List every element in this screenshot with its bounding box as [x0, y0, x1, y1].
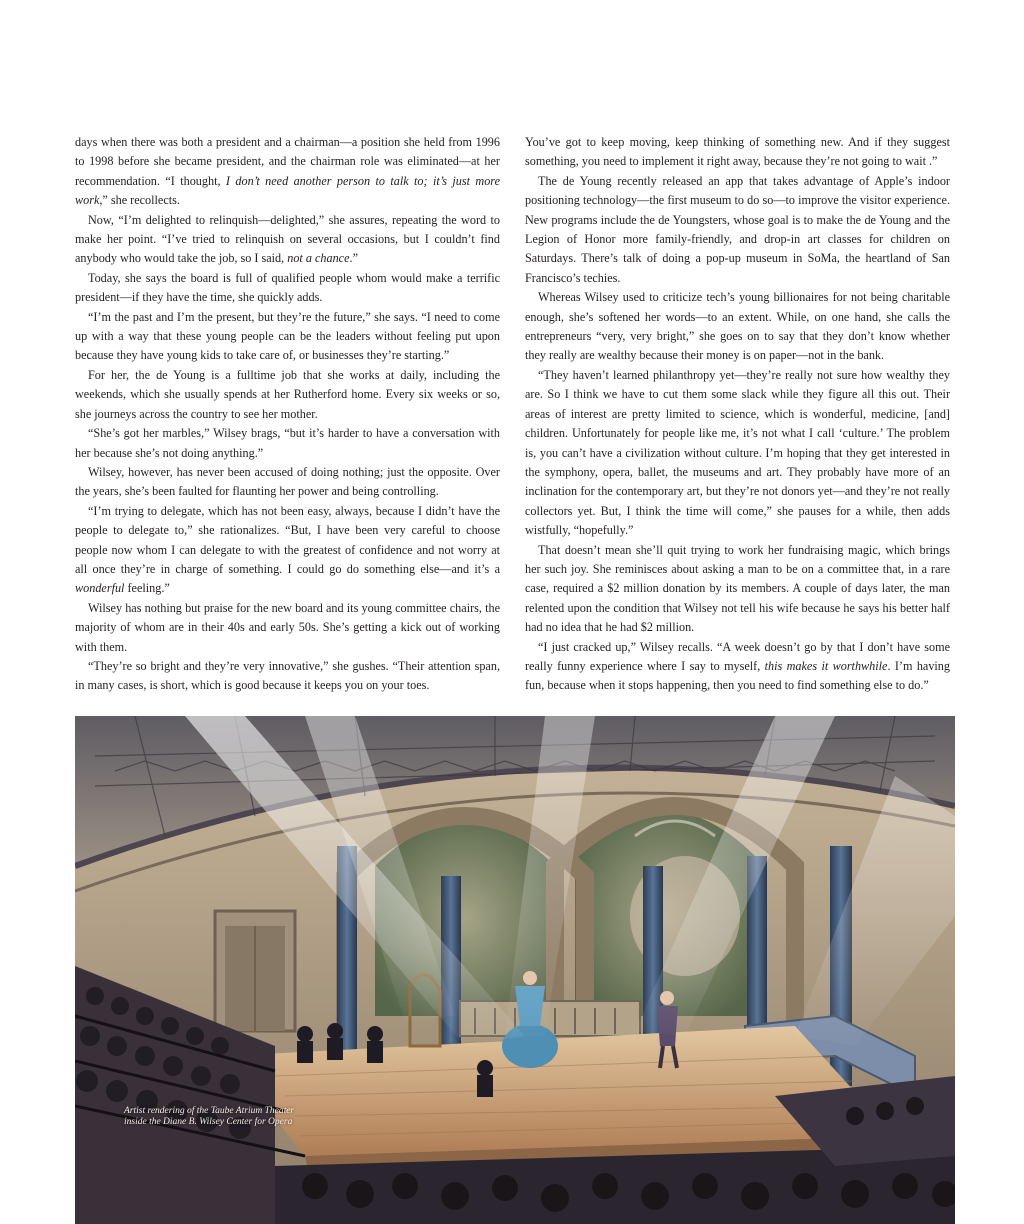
paragraph — [75, 308, 500, 366]
paragraph — [525, 172, 950, 288]
paragraph — [75, 502, 500, 599]
paragraph — [75, 424, 500, 463]
text-run: That doesn’t mean she’ll quit trying to work her fundraising magic, which brings her such joy. She reminisces about asking a man to be on a committee that, in a rare case, required a $2 million donation by its members. A couple of days later, the man relented upon the condition that Wilsey not tell his wife because he says his better half had no idea that he had $2 million. — [525, 542, 950, 635]
paragraph — [75, 133, 500, 211]
text-run: “I’m the past and I’m the present, but they’re the future,” she says. “I need to come up with a way that these young people can be the leaders without feeling put upon because they have young kids to take care of, or businesses they’re starting.” — [75, 309, 500, 363]
article-left-column — [75, 133, 500, 696]
text-run: feeling.” — [124, 581, 170, 596]
text-run: Now, “I’m delighted to relinquish—delighted,” she assures, repeating the word to make her point. “I’ve tried to relinquish on several occasions, but I couldn’t find anybody who would take the job, so I said, — [75, 212, 500, 266]
paragraph — [525, 288, 950, 366]
italic-run: wonderful — [75, 581, 125, 596]
italic-run: this makes it worthwhile — [764, 658, 888, 673]
text-run: Today, she says the board is full of qualified people whom would make a terrific president—if they have the time, she quickly adds. — [75, 270, 500, 305]
paragraph — [525, 133, 950, 172]
italic-run: I don’t need another person to talk to; it’s just more work — [75, 173, 500, 208]
paragraph — [75, 463, 500, 502]
paragraph — [75, 657, 500, 696]
text-run: The de Young recently released an app that takes advantage of Apple’s indoor positioning technology—the first museum to do so—to improve the visitor experience. New programs include the de Youngsters, whose goal is to make the de Young and the Legion of Honor more family-friendly, and drop-in art classes for children on Saturdays. There’s talk of doing a pop-up museum in SoMa, the heartland of San Francisco’s techies. — [525, 173, 950, 285]
text-run: Wilsey has nothing but praise for the new board and its young committee chairs, the majority of whom are in their 40s and early 50s. She’s getting a kick out of working with them. — [75, 600, 500, 654]
text-run: Wilsey, however, has never been accused of doing nothing; just the opposite. Over the years, she’s been faulted for flaunting her power and being controlling. — [75, 464, 500, 499]
text-run: For her, the de Young is a fulltime job that she works at daily, including the weekends, which she usually spends at her Rutherford home. Every six weeks or so, she journeys across the country to see her mother. — [75, 367, 500, 421]
article-right-column — [525, 133, 950, 696]
paragraph — [75, 211, 500, 269]
italic-run: not a chance — [287, 251, 350, 266]
paragraph — [75, 599, 500, 657]
text-run: “I’m trying to delegate, which has not been easy, always, because I didn’t have the people to delegate to,” she rationalizes. “But, I have been very careful to choose people now whom I can delegate to with the greatest of confidence and not worry at all once they’re in charge of something. I could go do something else—and it’s a — [75, 503, 500, 576]
text-run: . I’m having fun, because when it stops happening, then you need to find something else to do.” — [525, 658, 950, 693]
text-run: “They’re so bright and they’re very innovative,” she gushes. “Their attention span, in many cases, is short, which is good because it keeps you on your toes. — [75, 658, 500, 693]
text-run: “I just cracked up,” Wilsey recalls. “A week doesn’t go by that I don’t have some really funny experience where I say to myself, — [525, 639, 950, 673]
text-run: “She’s got her marbles,” Wilsey brags, “but it’s harder to have a conversation with her because she’s not doing anything.” — [75, 426, 500, 460]
theater-illustration — [75, 716, 955, 1224]
text-run: ,” she recollects. — [99, 193, 180, 208]
text-run: Whereas Wilsey used to criticize tech’s young billionaires for not being charitable enough, she’s softened her words—to an extent. While, on one hand, she calls the entrepreneurs “very, very bright,” she goes on to say that they don’t know whether they really are wealthy because their money is on paper—not in the bank. — [525, 290, 950, 363]
paragraph — [525, 638, 950, 696]
paragraph — [525, 541, 950, 638]
paragraph — [525, 366, 950, 541]
figure-caption: Artist rendering of the Taube Atrium Theater inside the Diane B. Wilsey Center for Opera — [124, 1106, 295, 1128]
text-run: days when there was both a president and a chairman—a position she held from 1996 to 1998 before she became president, and the chairman role was eliminated—at her recommendation. “I thought, — [75, 135, 500, 188]
text-run: You’ve got to keep moving, keep thinking of something new. And if they suggest something, you need to implement it right away, because they’re not going to wait .” — [525, 135, 950, 169]
text-run: “They haven’t learned philanthropy yet—they’re really not sure how wealthy they are. So I think we have to cut them some slack while they figure all this out. Their areas of interest are pretty limited to science, which is wonderful, medicine, [and] children. Unfortunately for people like me, it’s not what I call ‘culture.’ The problem is, you can’t have a civilization without culture. I’m hoping that they get interested in the symphony, opera, ballet, the museums and art. They probably have more of an inclination for the contemporary art, but they’re not donors yet—and they’re not really collectors yet. But, I think the time will come,” she pauses for a while, then adds wistfully, “hopefully.” — [525, 367, 950, 538]
text-run: .” — [349, 251, 358, 266]
paragraph — [75, 366, 500, 424]
paragraph — [75, 269, 500, 308]
